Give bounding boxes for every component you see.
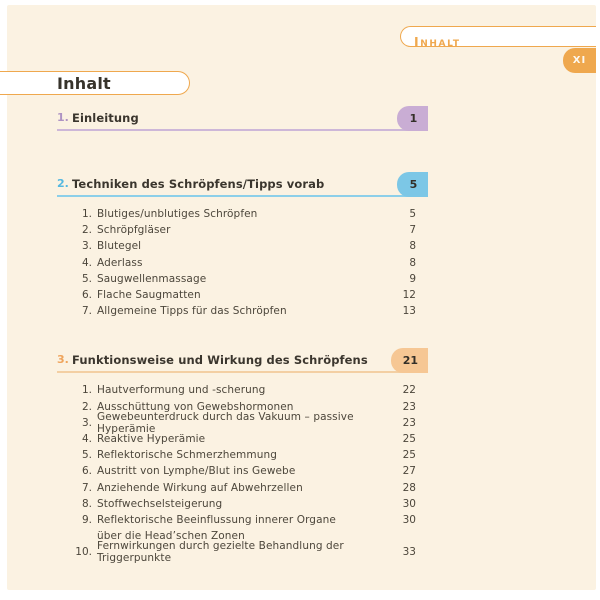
toc-item-page: 30: [402, 497, 416, 510]
toc-item-number: 7.: [81, 481, 92, 494]
toc-section-title: Techniken des Schröpfens/Tipps vorab: [72, 176, 325, 191]
running-head-band: [400, 26, 596, 47]
toc-item: [57, 496, 428, 512]
toc-item-label: Hautverformung und -scherung: [97, 384, 266, 397]
toc-item-label: Gewebeunterdruck durch das Vakuum – passive Hyperämie: [97, 410, 354, 435]
toc-item-label: Austritt von Lymphe/Blut ins Gewebe: [97, 465, 296, 478]
toc-item-number: 1.: [81, 208, 92, 221]
toc-item-number: 3.: [81, 416, 92, 429]
toc-item-page: 7: [409, 224, 416, 237]
toc-section-heading: [57, 106, 428, 131]
toc-item: [57, 287, 428, 303]
toc-item-label: Aderlass: [97, 256, 143, 269]
toc-item-page: 30: [402, 513, 416, 526]
toc-section-page-badge: 21: [391, 348, 428, 373]
toc-item-label: Stoffwechselsteigerung: [97, 497, 223, 510]
toc-section-page-badge: 5: [397, 172, 428, 197]
toc-item: [57, 463, 428, 479]
page-number-tab: [563, 48, 596, 73]
toc-item-number: 6.: [81, 289, 92, 302]
toc-item-page: 23: [402, 400, 416, 413]
toc-item-number: 7.: [81, 305, 92, 318]
toc-item: [57, 206, 428, 222]
page-title: Inhalt: [57, 73, 111, 93]
toc-item-number: 5.: [81, 272, 92, 285]
toc-item: [57, 410, 428, 435]
page-number-tab-label: XI: [572, 55, 587, 66]
toc-item-page: 8: [409, 240, 416, 253]
toc-item-label: Reflektorische Beeinflussung innerer Organe: [97, 513, 336, 526]
toc-section-title: Funktionsweise und Wirkung des Schröpfens: [72, 352, 368, 367]
toc-item-page: 5: [409, 208, 416, 221]
toc-item: [57, 255, 428, 271]
toc-item: [57, 222, 428, 238]
toc-item: [57, 382, 428, 398]
toc-item-label: Anziehende Wirkung auf Abwehrzellen: [97, 481, 303, 494]
toc-item-list: [57, 206, 428, 319]
toc-item-label: Ausschüttung von Gewebshormonen: [97, 400, 294, 413]
toc-item-number: 4.: [81, 432, 92, 445]
toc-item: [57, 512, 428, 528]
toc-item-label: Allgemeine Tipps für das Schröpfen: [97, 305, 287, 318]
toc-item-number: 1.: [81, 384, 92, 397]
toc-item-label: Blutiges/unblutiges Schröpfen: [97, 208, 258, 221]
toc-item-label: über die Head’schen Zonen: [97, 530, 245, 543]
toc-item: [57, 431, 428, 447]
toc-item-number: 8.: [81, 497, 92, 510]
toc-item-label: Schröpfgläser: [97, 224, 171, 237]
toc-item-page: 22: [402, 384, 416, 397]
toc-item-label: Blutegel: [97, 240, 142, 253]
toc-item-page: 8: [409, 256, 416, 269]
toc-item-label: Reaktive Hyperämie: [97, 432, 206, 445]
toc-item-number: 2.: [81, 400, 92, 413]
running-head-label: Inhalt: [414, 34, 461, 49]
toc-section-page-badge: 1: [397, 106, 428, 131]
toc-item-number: 9.: [81, 513, 92, 526]
toc-item-number: 3.: [81, 240, 92, 253]
toc-item: [57, 238, 428, 254]
toc-item: [57, 540, 428, 565]
toc-section-number: 1.: [57, 111, 69, 124]
toc-item: [57, 479, 428, 495]
toc-item-page: 23: [402, 416, 416, 429]
toc-item-number: 6.: [81, 465, 92, 478]
toc-item: [57, 271, 428, 287]
toc-item-page: 12: [402, 289, 416, 302]
toc-item-number: 4.: [81, 256, 92, 269]
toc-section-heading: [57, 348, 428, 373]
toc-item-page: 28: [402, 481, 416, 494]
toc-item-label: Flache Saugmatten: [97, 289, 201, 302]
toc-item-page: 27: [402, 465, 416, 478]
toc-item-number: 5.: [81, 449, 92, 462]
toc-item-page: 25: [402, 432, 416, 445]
toc-item-label: Fernwirkungen durch gezielte Behandlung der Triggerpunkte: [97, 540, 344, 565]
toc-section-number: 3.: [57, 353, 69, 367]
toc-item-list: [57, 382, 428, 565]
toc-section-heading: [57, 172, 428, 197]
toc-item-label: Saugwellenmassage: [97, 272, 207, 285]
title-band: [0, 71, 190, 95]
toc-item-page: 25: [402, 449, 416, 462]
toc-item: [57, 303, 428, 319]
toc-item-page: 9: [409, 272, 416, 285]
toc-item-number: 2.: [81, 224, 92, 237]
toc-item-page: 33: [402, 546, 416, 559]
toc-item-page: 13: [402, 305, 416, 318]
toc-section-number: 2.: [57, 177, 69, 190]
toc-item: [57, 447, 428, 463]
toc-item-number: 10.: [75, 546, 92, 559]
table-of-contents: [57, 106, 428, 565]
toc-item-label: Reflektorische Schmerzhemmung: [97, 449, 277, 462]
toc-section-title: Einleitung: [72, 110, 139, 125]
